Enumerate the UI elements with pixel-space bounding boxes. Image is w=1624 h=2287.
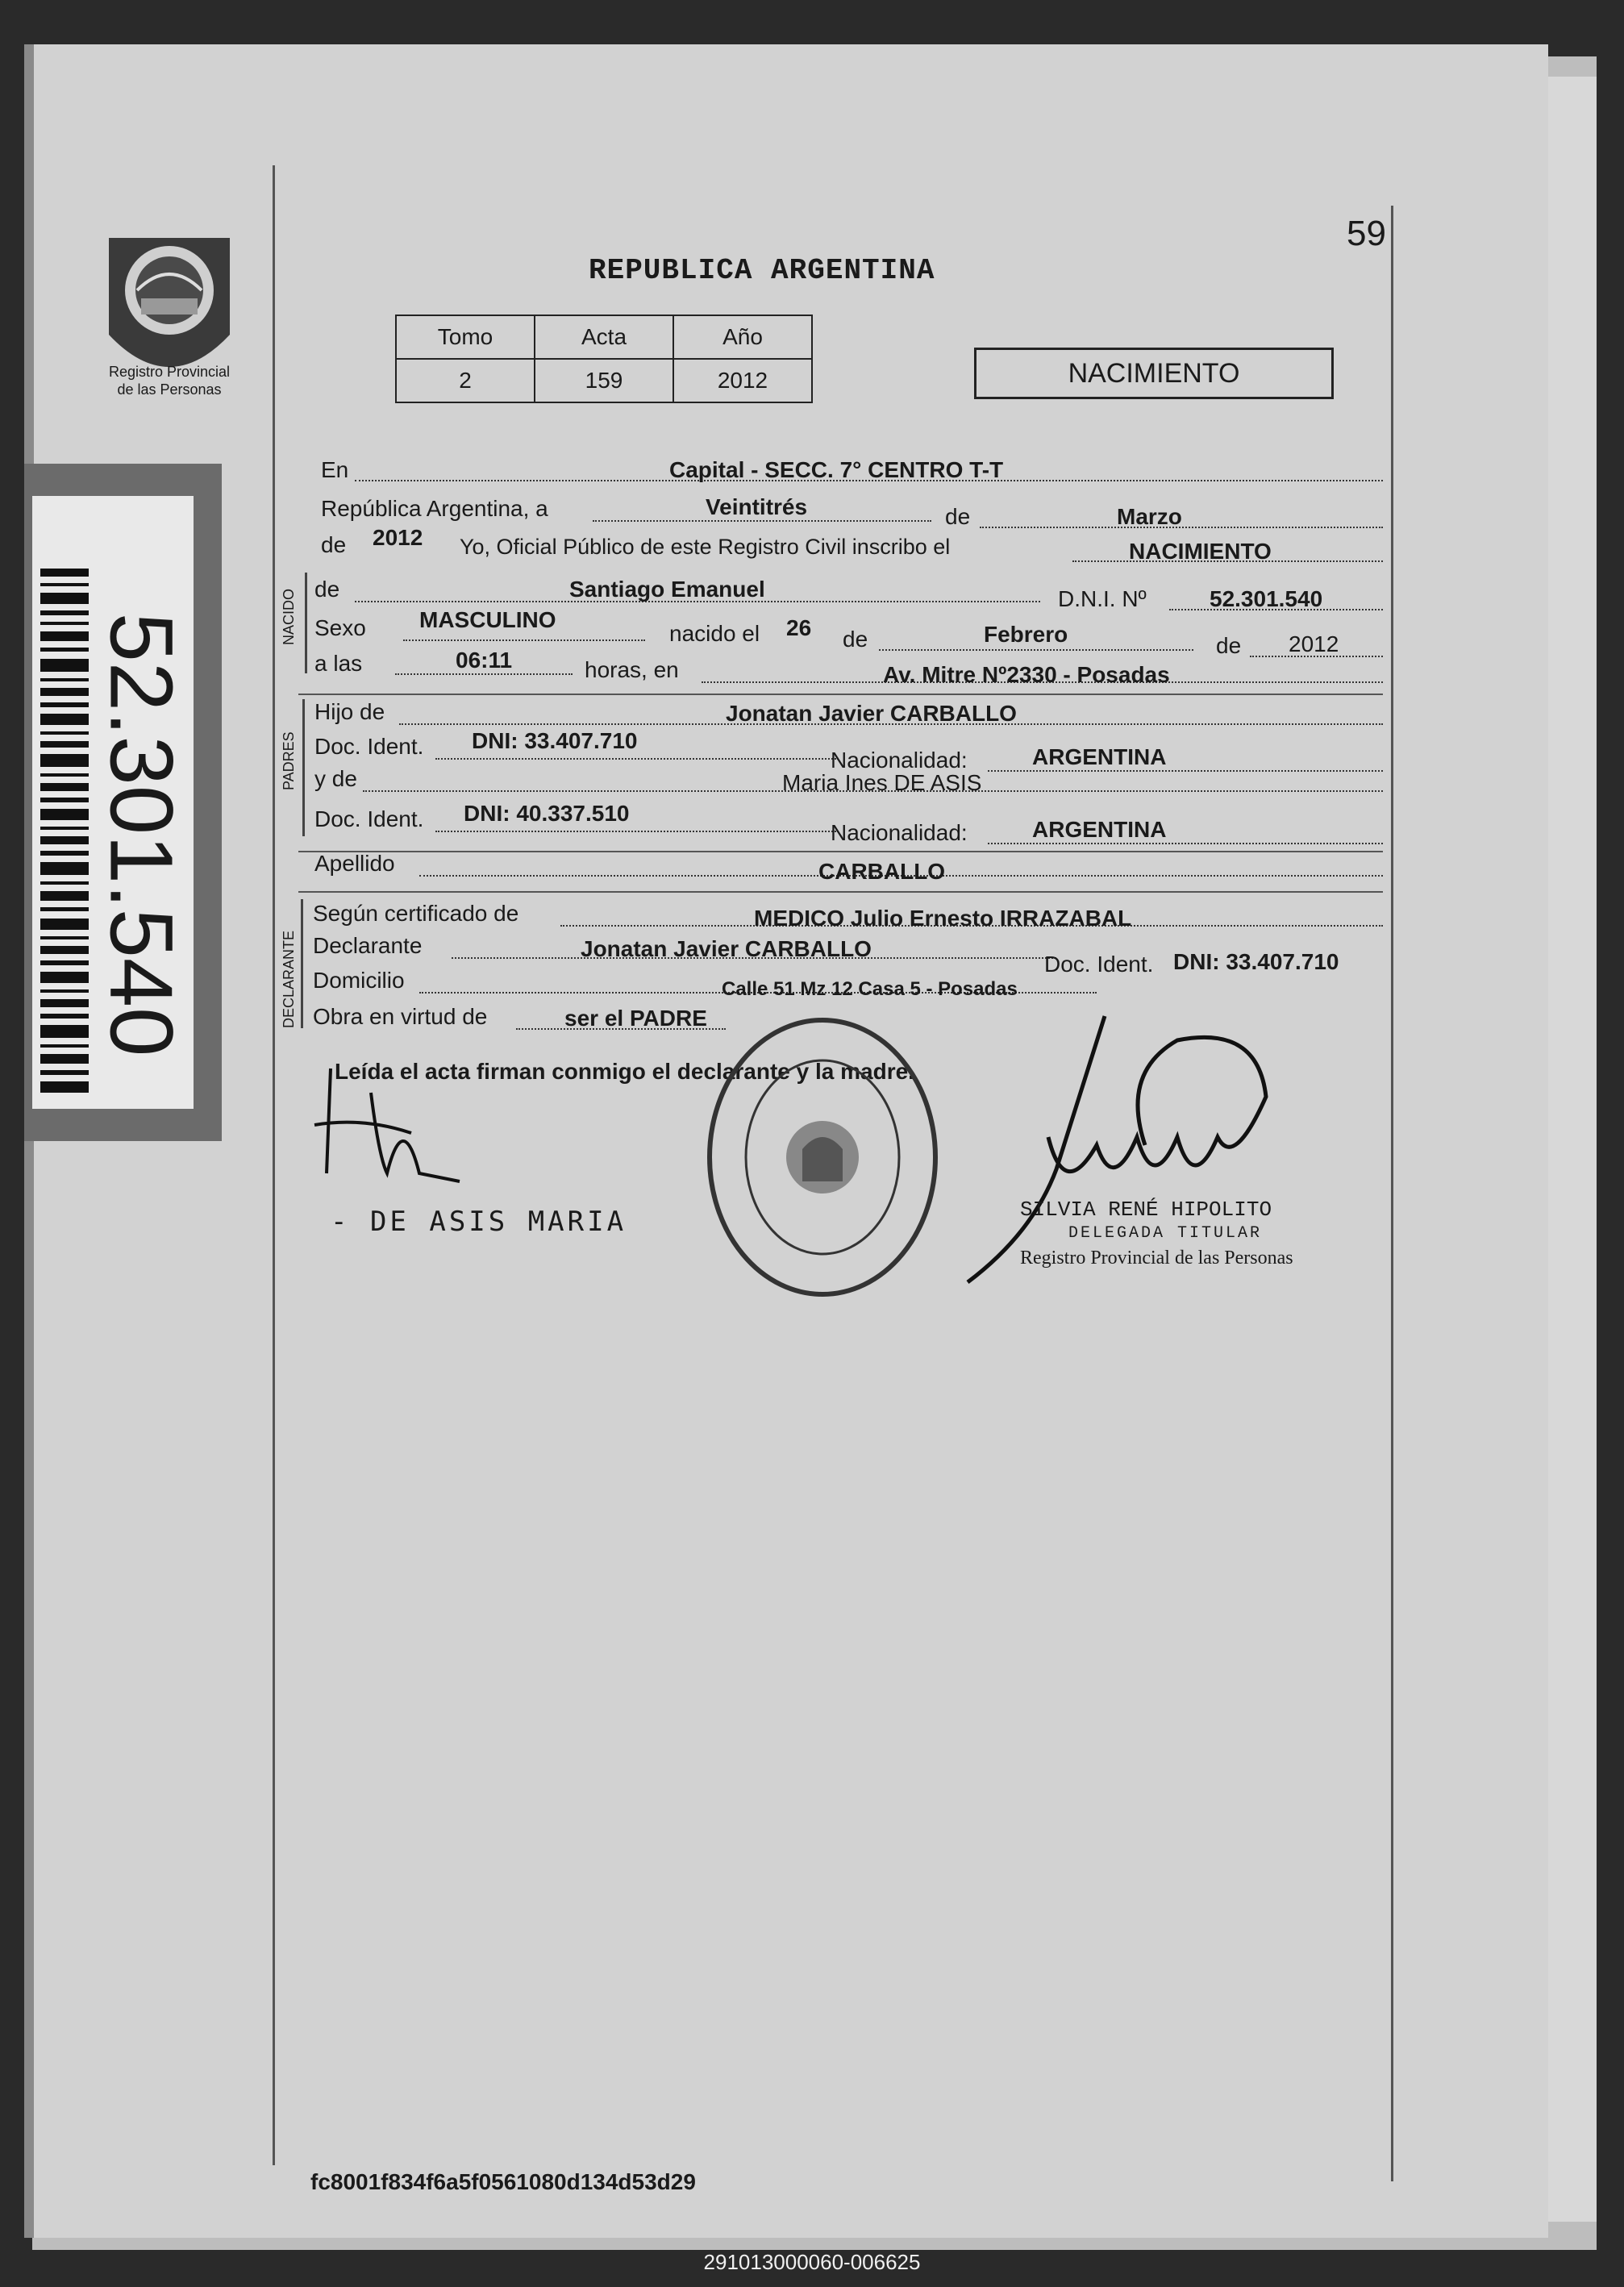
dni-value: 52.301.540 — [1210, 586, 1323, 611]
madre-nac-label: Nacionalidad: — [831, 820, 968, 845]
barcode-bars — [40, 569, 89, 1101]
left-margin-rule — [273, 165, 275, 2165]
madre-nac: ARGENTINA — [1032, 817, 1167, 842]
padre-doc: DNI: 33.407.710 — [472, 728, 638, 753]
register-header-row — [396, 315, 812, 359]
madre-doc-dotline — [435, 831, 839, 832]
month-value: Marzo — [1117, 504, 1182, 529]
padres-side-label: PADRES — [281, 731, 297, 790]
nacido-section-bar — [305, 573, 307, 673]
hora-dotline — [395, 673, 573, 675]
mother-signature — [298, 1060, 476, 1189]
nacido-de1-label: de — [843, 627, 868, 652]
month-de-label: de — [945, 504, 971, 529]
madre-name: Maria Ines DE ASIS — [782, 770, 982, 795]
declarante-label: Declarante — [313, 933, 423, 958]
declarante-value: Jonatan Javier CARBALLO — [581, 936, 872, 961]
padre-nac-label: Nacionalidad: — [831, 748, 968, 773]
register-header-anio: Año — [673, 315, 812, 359]
binding-fold — [24, 44, 34, 2238]
year-de-label: de — [321, 532, 347, 557]
horas-en-label: horas, en — [585, 657, 679, 682]
nombre-label: de — [314, 577, 340, 602]
nacido-el-label: nacido el — [669, 621, 760, 646]
right-margin-rule — [1391, 206, 1393, 2181]
obra-value: ser el PADRE — [564, 1006, 707, 1031]
register-value-acta: 159 — [535, 359, 673, 402]
nacido-side-label: NACIDO — [281, 588, 297, 645]
year-value: 2012 — [373, 525, 423, 550]
register-header-acta: Acta — [535, 315, 673, 359]
certificado-label: Según certificado de — [313, 901, 519, 926]
register-header-tomo: Tomo — [396, 315, 535, 359]
hora-value: 06:11 — [456, 648, 513, 673]
dni-label: D.N.I. Nº — [1058, 586, 1147, 611]
register-value-row — [396, 359, 812, 402]
mother-handwritten-name: - DE ASIS MARIA — [331, 1206, 627, 1238]
document-title: REPUBLICA ARGENTINA — [589, 254, 935, 287]
register-value-anio: 2012 — [673, 359, 812, 402]
closing-statement: Leída el acta firman conmigo el declarante y la madre. — [335, 1059, 914, 1084]
document-hash: fc8001f834f6a5f0561080d134d53d29 — [310, 2169, 696, 2194]
padre-doc-dotline — [435, 758, 839, 760]
padre-nac-dotline — [988, 770, 1383, 772]
day-dotline — [593, 520, 931, 522]
lugar-value: Av. Mitre Nº2330 - Posadas — [883, 662, 1170, 687]
document-page — [24, 44, 1548, 2238]
nacido-dia: 26 — [786, 615, 812, 640]
day-text: Veintitrés — [706, 494, 808, 519]
madre-doc-label: Doc. Ident. — [314, 806, 424, 831]
document-type-box: NACIMIENTO — [974, 348, 1334, 399]
madre-doc: DNI: 40.337.510 — [464, 801, 630, 826]
yo-statement: Yo, Oficial Público de este Registro Civil inscribo el — [460, 535, 951, 559]
official-role: DELEGADA TITULAR — [1068, 1224, 1263, 1243]
official-name: SILVIA RENÉ HIPOLITO — [1020, 1198, 1272, 1222]
declarante-section-bar — [301, 899, 303, 1028]
inscribo-value: NACIMIENTO — [1129, 539, 1272, 564]
madre-nac-dotline — [988, 843, 1383, 844]
padres-section-bar — [302, 699, 305, 836]
apellido-value: CARBALLO — [818, 859, 946, 884]
nacido-de2-label: de — [1216, 633, 1242, 658]
scan-footer-id: 291013000060-006625 — [703, 2250, 921, 2274]
domicilio-value: Calle 51 Mz 12 Casa 5 - Posadas — [722, 978, 1018, 1000]
padre-doc-label: Doc. Ident. — [314, 734, 424, 759]
obra-label: Obra en virtud de — [313, 1004, 488, 1029]
register-table — [395, 315, 813, 403]
official-block — [1020, 1198, 1293, 1270]
en-label: En — [321, 457, 349, 482]
apellido-label: Apellido — [314, 851, 395, 876]
padre-name: Jonatan Javier CARBALLO — [726, 701, 1017, 726]
declarante-side-label: DECLARANTE — [281, 930, 297, 1028]
certificado-value: MEDICO Julio Ernesto IRRAZABAL — [754, 906, 1132, 931]
barcode-sticker-inner — [32, 496, 194, 1109]
declarante-doc: DNI: 33.407.710 — [1173, 949, 1339, 974]
logo-caption: Registro Provincial de las Personas — [108, 364, 231, 398]
nacido-anio: 2012 — [1289, 631, 1339, 656]
nacido-mes-dotline — [879, 649, 1193, 651]
register-value-tomo: 2 — [396, 359, 535, 402]
yde-label: y de — [314, 766, 357, 791]
en-value: Capital - SECC. 7° CENTRO T-T — [669, 457, 1004, 482]
padre-nac: ARGENTINA — [1032, 744, 1167, 769]
page-number: 59 — [1347, 214, 1386, 253]
nacido-mes: Febrero — [984, 622, 1068, 647]
domicilio-label: Domicilio — [313, 968, 405, 993]
sexo-dotline — [403, 639, 645, 641]
alas-label: a las — [314, 651, 363, 676]
hijo-label: Hijo de — [314, 699, 385, 724]
republica-label: República Argentina, a — [321, 496, 548, 521]
nombre-value: Santiago Emanuel — [569, 577, 765, 602]
section-divider-1 — [298, 694, 1383, 695]
section-divider-2 — [298, 851, 1383, 852]
dni-barcode-sticker — [24, 464, 222, 1141]
barcode-number: 52.301.540 — [91, 612, 191, 1057]
declarante-doc-label: Doc. Ident. — [1044, 952, 1154, 977]
sexo-value: MASCULINO — [419, 607, 556, 632]
sexo-label: Sexo — [314, 615, 366, 640]
official-office: Registro Provincial de las Personas — [1020, 1248, 1293, 1268]
official-round-stamp — [697, 1012, 947, 1302]
section-divider-3 — [298, 891, 1383, 893]
